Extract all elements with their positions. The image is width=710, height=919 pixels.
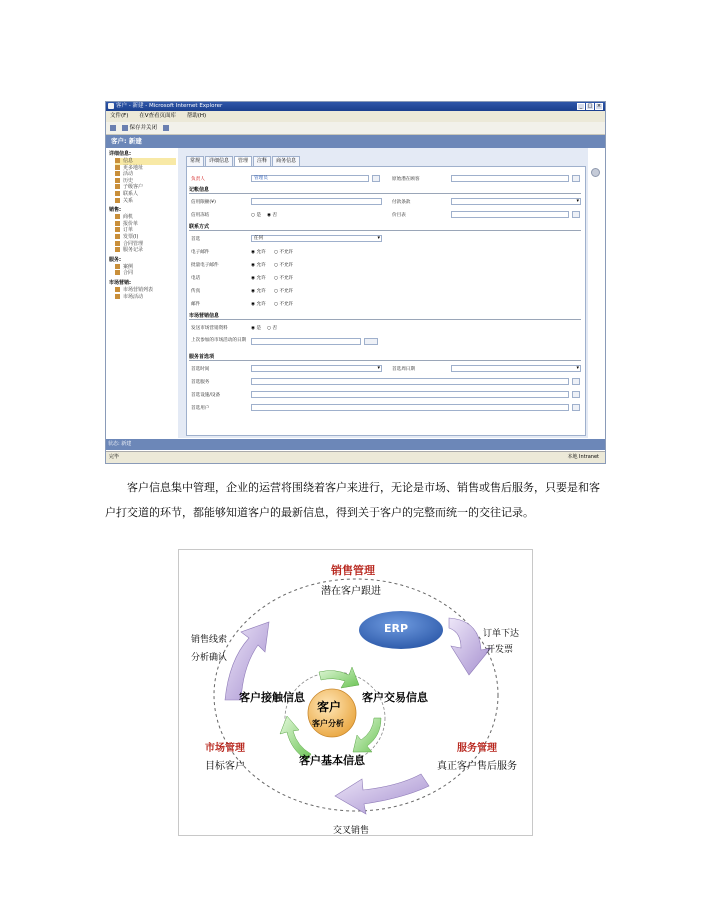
quote-icon: [115, 221, 120, 226]
contact-method-label: 首选: [191, 237, 201, 242]
pref-user-label: 首选用户: [191, 406, 210, 411]
fax-disallow-radio[interactable]: ○ 不允许: [274, 289, 294, 294]
nav-item-label: 子级客户: [123, 184, 144, 191]
payment-terms-select[interactable]: [451, 198, 581, 205]
price-list-label: 价目表: [392, 213, 406, 218]
credit-limit-field[interactable]: [251, 198, 382, 205]
maximize-icon[interactable]: □: [587, 103, 593, 109]
nav-item-label: 市场活动: [123, 293, 144, 300]
nav-section-sales[interactable]: 销售:: [109, 207, 121, 214]
green-arrow-top: [319, 667, 359, 688]
toolbar: [106, 122, 605, 135]
email-allow-radio[interactable]: ◉ 允许: [251, 250, 266, 255]
last-campaign-date-field[interactable]: [251, 338, 361, 345]
facility-lookup-icon[interactable]: [572, 391, 580, 398]
radio-label: 不允许: [279, 250, 294, 255]
credit-hold-no-radio[interactable]: ◉ 否: [267, 213, 278, 218]
center-title: 客户: [317, 700, 342, 714]
last-campaign-label: 上次参加的市场活动的日期: [191, 338, 247, 343]
history-icon: [115, 178, 120, 183]
tab-business[interactable]: 商务信息: [272, 156, 300, 168]
radio-label: 不允许: [279, 263, 294, 268]
arrow-service-to-market: [335, 774, 429, 814]
mail-disallow-radio[interactable]: ○ 不允许: [274, 302, 294, 307]
market-title: 市场管理: [205, 743, 245, 754]
email-disallow-radio[interactable]: ○ 不允许: [274, 250, 294, 255]
price-list-lookup-icon[interactable]: [572, 211, 580, 218]
green-arrow-right: [353, 718, 381, 752]
nav-item-label: 联系人: [123, 190, 139, 197]
pref-time-select[interactable]: [251, 365, 382, 372]
nav-item-label: 订单: [123, 227, 134, 234]
phone-disallow-radio[interactable]: ○ 不允许: [274, 276, 294, 281]
bulk-email-disallow-radio[interactable]: ○ 不允许: [274, 263, 294, 268]
originating-lead-label: 原始潜在顾客: [392, 177, 420, 182]
pref-day-label: 首选周日期: [392, 367, 415, 372]
nav-item-service-contracts[interactable]: [115, 270, 176, 277]
trade-info-label: 客户交易信息: [362, 691, 428, 704]
radio-label: 允许: [256, 289, 266, 294]
crm-screenshot: [105, 101, 606, 464]
nav-item-label: 服务记录: [123, 247, 144, 254]
menu-view[interactable]: 在V查看页面库: [139, 113, 176, 119]
nav-item-relationships[interactable]: [115, 198, 176, 205]
pref-time-label: 首选时间: [191, 367, 210, 372]
credit-hold-yes-radio[interactable]: ○ 是: [251, 213, 262, 218]
radio-label: 否: [272, 326, 278, 331]
nav-item-label: 关系: [123, 197, 134, 204]
nav-section-marketing[interactable]: 市场营销:: [109, 279, 131, 286]
print-icon[interactable]: [163, 125, 169, 131]
owner-lookup-icon[interactable]: [372, 175, 380, 182]
user-lookup-icon[interactable]: [572, 404, 580, 411]
credit-hold-label: 信用冻结: [191, 213, 210, 218]
radio-label: 不允许: [279, 302, 294, 307]
fax-label: 传真: [191, 289, 201, 294]
payment-terms-label: 付款条款: [392, 200, 411, 205]
crm-diagram: [178, 549, 533, 836]
nav-item-info[interactable]: [115, 158, 176, 165]
radio-label: 不允许: [279, 289, 294, 294]
contact-method-select[interactable]: 任何 ▾: [251, 235, 382, 242]
ie-icon: [108, 103, 114, 109]
billing-section-header: 记帐信息: [189, 186, 581, 194]
leads-line1: 销售线索: [191, 635, 228, 645]
record-icon: [115, 247, 120, 252]
owner-label: 负责人: [191, 177, 205, 182]
service-subtitle: 真正客户售后服务: [437, 761, 517, 772]
fax-allow-radio[interactable]: ◉ 允许: [251, 289, 266, 294]
window-title: 客户 - 新建 - Microsoft Internet Explorer: [116, 103, 223, 109]
lead-lookup-icon[interactable]: [572, 175, 580, 182]
leads-line2: 分析确认: [191, 653, 228, 663]
sales-title: 销售管理: [331, 564, 375, 577]
tab-details[interactable]: 详细信息: [205, 156, 233, 168]
form-header: [106, 135, 605, 148]
nav-item-label: 案例: [123, 263, 134, 270]
nav-item-marketing-lists[interactable]: [115, 287, 176, 294]
pref-service-field[interactable]: [251, 378, 569, 385]
main-pane: [178, 148, 588, 438]
bulk-email-allow-radio[interactable]: ◉ 允许: [251, 263, 266, 268]
left-nav: [106, 148, 176, 438]
nav-section-service[interactable]: 服务:: [109, 256, 121, 263]
nav-item-label: 报价单: [123, 220, 139, 227]
menu-file[interactable]: 文件(F): [110, 113, 129, 119]
nav-item-campaigns[interactable]: [115, 294, 176, 301]
form-status-text: 状态: 新建: [108, 441, 132, 447]
contact-icon: [115, 191, 120, 196]
opportunity-icon: [115, 214, 120, 219]
nav-item-contacts[interactable]: [115, 191, 176, 198]
form-tabs: [186, 156, 300, 166]
radio-label: 允许: [256, 276, 266, 281]
radio-label: 是: [256, 326, 262, 331]
credit-limit-label: 信用限额(¥): [191, 200, 216, 205]
contact-info-label: 客户接触信息: [239, 691, 305, 704]
tab-general[interactable]: 常规: [186, 156, 204, 168]
address-icon: [115, 165, 120, 170]
nav-item-label: 合同管理: [123, 240, 144, 247]
relationship-icon: [115, 198, 120, 203]
service-section-header: 服务首选项: [189, 353, 581, 361]
pref-day-select[interactable]: [451, 365, 581, 372]
status-zone: 本地 Intranet: [567, 454, 599, 460]
radio-label: 允许: [256, 250, 266, 255]
nav-item-sub-accounts[interactable]: [115, 184, 176, 191]
nav-item-label: 历史: [123, 177, 134, 184]
originating-lead-field[interactable]: [451, 175, 569, 182]
window-controls: [577, 103, 603, 110]
center-subtitle: 客户分析: [312, 719, 344, 728]
pref-facility-field[interactable]: [251, 391, 569, 398]
account-icon: [115, 184, 120, 189]
radio-label: 否: [272, 213, 278, 218]
contact-section-header: 联系方式: [189, 223, 581, 231]
price-list-field[interactable]: [451, 211, 569, 218]
service-lookup-icon[interactable]: [572, 378, 580, 385]
status-left: 完毕: [109, 454, 120, 460]
marketing-section-header: 市场营销信息: [189, 312, 581, 320]
sales-subtitle: 潜在客户跟进: [321, 586, 381, 597]
campaign-icon: [115, 294, 120, 299]
body-paragraph: 客户信息集中管理，企业的运营将围绕着客户来进行，无论是市场、销售或售后服务，只要是和客户打交道的环节，都能够知道客户的最新信息，得到关于客户的完整而统一的交往记录。: [105, 481, 600, 519]
nav-item-label: 发票(I): [123, 233, 139, 240]
email-label: 电子邮件: [191, 250, 210, 255]
pref-facility-label: 首选设施/设备: [191, 393, 221, 398]
mail-allow-radio[interactable]: ◉ 允许: [251, 302, 266, 307]
nav-section-details[interactable]: 详细信息:: [109, 151, 131, 157]
mail-label: 邮件: [191, 302, 201, 307]
pref-user-field[interactable]: [251, 404, 569, 411]
browser-statusbar: [106, 451, 605, 463]
nav-item-service-records[interactable]: [115, 247, 176, 254]
close-icon[interactable]: ×: [596, 103, 602, 109]
bulk-email-label: 批量电子邮件: [191, 263, 219, 268]
erp-label: ERP: [384, 622, 409, 635]
invoice-icon: [115, 234, 120, 239]
cross-sell-label: 交叉销售: [333, 826, 370, 836]
owner-field[interactable]: 管理员: [251, 175, 369, 182]
form-body: [186, 166, 586, 436]
nav-item-label: 商机: [123, 214, 134, 221]
radio-label: 是: [256, 213, 262, 218]
order-icon: [115, 227, 120, 232]
nav-item-label: 市场营销列表: [123, 286, 154, 293]
contract-icon: [115, 270, 120, 275]
info-icon: [115, 158, 120, 163]
window-titlebar: [106, 102, 605, 111]
save-close-icon[interactable]: [122, 125, 128, 131]
phone-label: 电话: [191, 276, 201, 281]
menu-help[interactable]: 帮助(H): [186, 113, 207, 119]
nav-item-orders[interactable]: [115, 227, 176, 234]
radio-label: 不允许: [279, 276, 294, 281]
send-marketing-label: 发送市场营销资料: [191, 326, 228, 331]
minimize-icon[interactable]: _: [577, 103, 585, 110]
form-assistant-icon[interactable]: [591, 168, 600, 177]
nav-item-invoices[interactable]: [115, 234, 176, 241]
send-marketing-no-radio[interactable]: ○ 否: [267, 326, 278, 331]
form-title: 客户: 新建: [111, 137, 142, 145]
order-line2: 开发票: [486, 645, 514, 655]
case-icon: [115, 264, 120, 269]
list-icon: [115, 287, 120, 292]
basic-info-label: 客户基本信息: [299, 754, 365, 767]
save-icon[interactable]: [110, 125, 116, 131]
tab-notes[interactable]: 注释: [253, 156, 271, 168]
calendar-icon[interactable]: [364, 338, 378, 345]
send-marketing-yes-radio[interactable]: ◉ 是: [251, 326, 262, 331]
nav-item-label: 信息: [123, 158, 134, 164]
nav-item-opportunities[interactable]: [115, 214, 176, 221]
pref-service-label: 首选服务: [191, 380, 210, 385]
nav-item-label: 更多地址: [123, 164, 144, 171]
nav-item-label: 活动: [123, 171, 134, 178]
activity-icon: [115, 171, 120, 176]
menu-bar: [106, 111, 605, 122]
order-line1: 订单下达: [483, 629, 520, 639]
nav-item-label: 合同: [123, 270, 134, 277]
service-title: 服务管理: [457, 743, 497, 754]
phone-allow-radio[interactable]: ◉ 允许: [251, 276, 266, 281]
save-close-button[interactable]: 保存并关闭: [129, 125, 158, 131]
tab-administration[interactable]: 管理: [234, 156, 252, 167]
market-subtitle: 目标客户: [205, 761, 245, 772]
radio-label: 允许: [256, 263, 266, 268]
nav-item-activities[interactable]: [115, 171, 176, 178]
radio-label: 允许: [256, 302, 266, 307]
contract-icon: [115, 241, 120, 246]
form-status: [106, 439, 605, 450]
